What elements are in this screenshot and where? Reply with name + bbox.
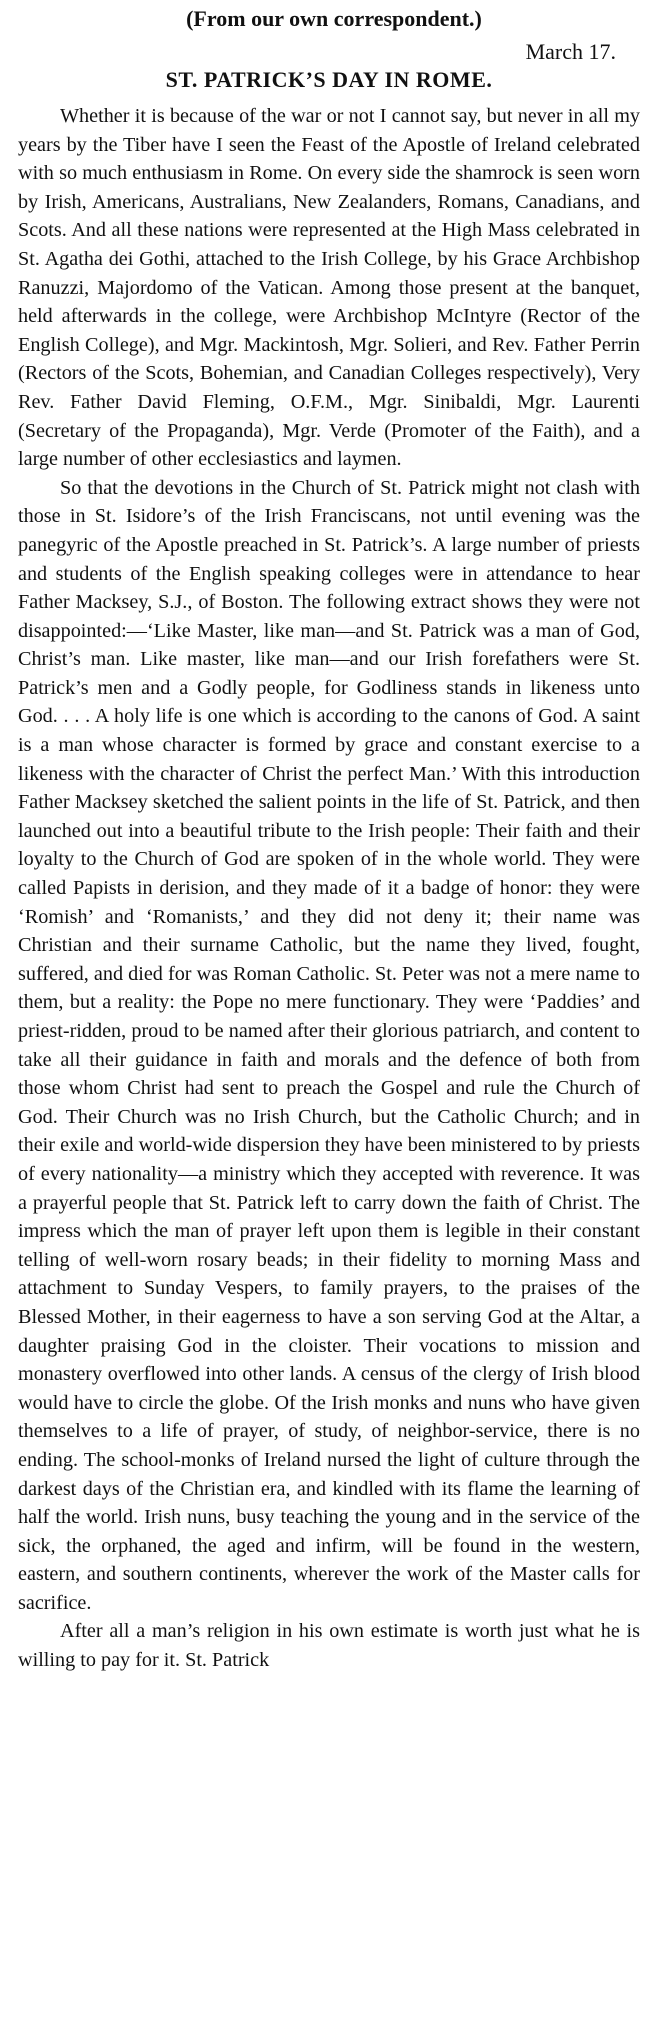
article-paragraph: Whether it is because of the war or not I cannot say, but never in all my years by the Tiber have I seen the Feast of the Apostle of Ireland celebrated with so much enthusiasm in Rome. On every side the shamrock is seen worn by Irish, Americans, Australians, New Zealanders, Romans, Canadians, and Scots. And all these nations were represented at the High Mass celebrated in St. Agatha dei Gothi, attached to the Irish College, by his Grace Archbishop Ranuzzi, Majordomo of the Vatican. Among those present at the banquet, held afterwards in the college, were Archbishop McIntyre (Rector of the English College), and Mgr. Mackintosh, Mgr. Solieri, and Rev. Father Perrin (Rectors of the Scots, Bohemian, and Canadian Colleges respectively), Very Rev. Father David Fleming, O.F.M., Mgr. Sinibaldi, Mgr. Laurenti (Secretary of the Propaganda), Mgr. Verde (Promoter of the Faith), and a large number of other ecclesiastics and laymen. [18,105,640,471]
correspondent-byline: (From our own correspondent.) [186,6,482,31]
article-body [18,102,640,1675]
article-paragraph: After all a man’s religion in his own estimate is worth just what he is willing to pay for it. St. Patrick [18,1620,640,1672]
article-headline: ST. PATRICK’S DAY IN ROME. [165,67,493,92]
dateline: March 17. [525,39,616,64]
article-paragraph: So that the devotions in the Church of St. Patrick might not clash with those in St. Isidore’s of the Irish Franciscans, not until evening was the panegyric of the Apostle preached in St. Patrick’s. A large number of priests and students of the English speaking colleges were in attendance to hear Father Macksey, S.J., of Boston. The following extract shows they were not disappointed:—‘Like Master, like man—and St. Patrick was a man of God, Christ’s man. Like master, like man—and our Irish forefathers were St. Patrick’s men and a Godly people, for Godliness stands in likeness unto God. . . . A holy life is one which is according to the canons of God. A saint is a man whose character is formed by grace and constant exercise to a likeness with the character of Christ the perfect Man.’ With this introduction Father Macksey sketched the salient points in the life of St. Patrick, and then launched out into a beautiful tribute to the Irish people: Their faith and their loyalty to the Church of God are spoken of in the whole world. They were called Papists in derision, and they made of it a badge of honor: they were ‘Romish’ and ‘Romanists,’ and they did not deny it; their name was Christian and their surname Catholic, but the name they lived, fought, suffered, and died for was Roman Catholic. St. Peter was not a mere name to them, but a reality: the Pope no mere functionary. They were ‘Paddies’ and priest-ridden, proud to be named after their glorious patriarch, and content to take all their guidance in faith and morals and the defence of both from those whom Christ had sent to preach the Gospel and rule the Church of God. Their Church was no Irish Church, but the Catholic Church; and in their exile and world-wide dispersion they have been ministered to by priests of every nationality—a ministry which they accepted with reverence. It was a prayerful people that St. Patrick left to carry down the faith of Christ. The impress which the man of prayer left upon them is legible in their constant telling of well-worn rosary beads; in their fidelity to morning Mass and attachment to Sunday Vespers, to family prayers, to the praises of the Blessed Mother, in their eagerness to have a son serving God at the Altar, a daughter praising God in the cloister. Their vocations to mission and monastery overflowed into other lands. A census of the clergy of Irish blood would have to circle the globe. Of the Irish monks and nuns who have given themselves to a life of prayer, of study, of neighbor-service, there is no ending. The school-monks of Ireland nursed the light of culture through the darkest days of the Christian era, and kindled with its flame the learning of half the world. Irish nuns, busy teaching the young and in the service of the sick, the orphaned, the aged and infirm, will be found in the western, eastern, and southern continents, wherever the work of the Master calls for sacrifice. [18,476,640,1614]
